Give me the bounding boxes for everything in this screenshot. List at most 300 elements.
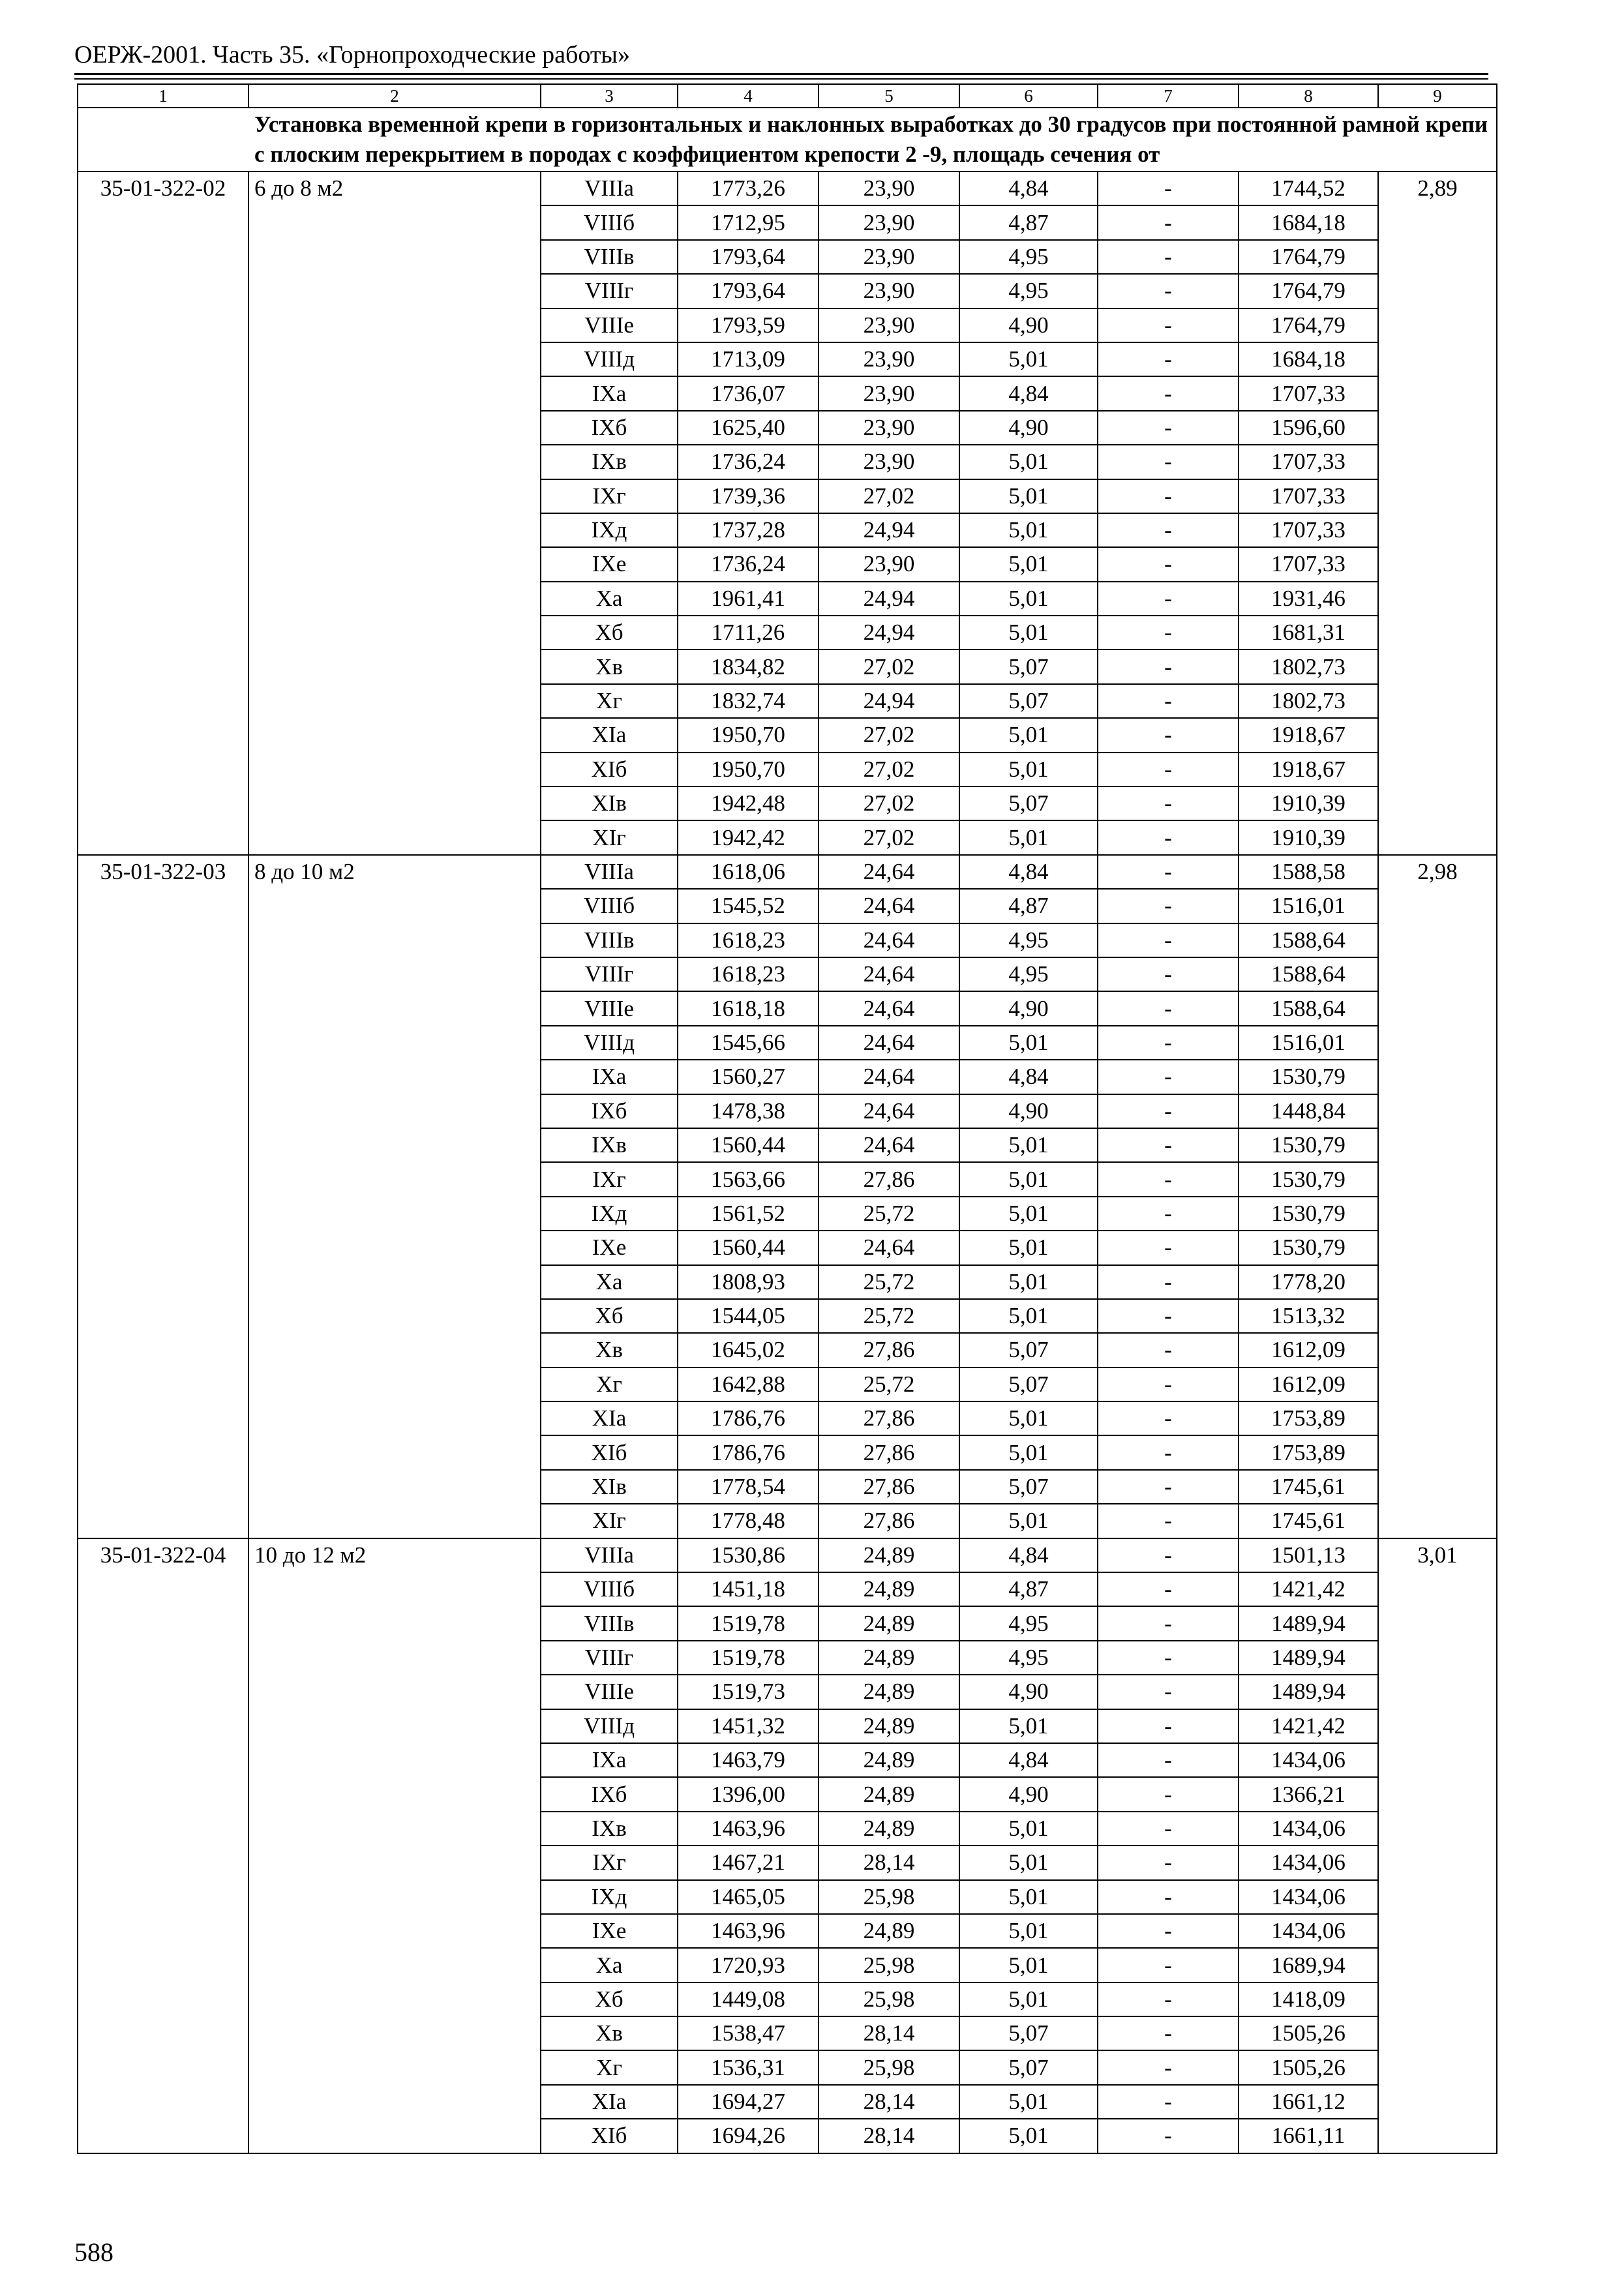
machine-cost: 5,01: [959, 1709, 1098, 1743]
labor-cost: 2,98: [1378, 855, 1497, 1538]
materials-cost: 1513,32: [1239, 1299, 1378, 1333]
machine-cost: 5,01: [959, 1265, 1098, 1299]
wages: 27,02: [819, 718, 959, 752]
materials-cost: 1802,73: [1239, 650, 1378, 683]
wages: 25,98: [819, 2050, 959, 2084]
machine-cost: 5,01: [959, 479, 1098, 513]
materials-cost: 1434,06: [1239, 1743, 1378, 1777]
materials-cost: 1931,46: [1239, 582, 1378, 616]
machine-cost: 5,07: [959, 650, 1098, 683]
cost-total: 1536,31: [678, 2050, 819, 2084]
machinist-wages: -: [1098, 1094, 1239, 1128]
machinist-wages: -: [1098, 1880, 1239, 1914]
machinist-wages: -: [1098, 411, 1239, 445]
machine-cost: 4,90: [959, 1777, 1098, 1811]
machinist-wages: -: [1098, 820, 1239, 854]
cost-total: 1538,47: [678, 2016, 819, 2050]
cost-total: 1478,38: [678, 1094, 819, 1128]
machinist-wages: -: [1098, 582, 1239, 616]
rock-category: XIб: [541, 1435, 678, 1469]
machine-cost: 5,01: [959, 820, 1098, 854]
machinist-wages: -: [1098, 240, 1239, 274]
machinist-wages: -: [1098, 205, 1239, 239]
cost-total: 1773,26: [678, 172, 819, 205]
materials-cost: 1516,01: [1239, 889, 1378, 923]
machinist-wages: -: [1098, 957, 1239, 991]
materials-cost: 1918,67: [1239, 753, 1378, 786]
wages: 27,86: [819, 1435, 959, 1469]
materials-cost: 1588,64: [1239, 957, 1378, 991]
cost-total: 1463,96: [678, 1812, 819, 1846]
cost-total: 1961,41: [678, 582, 819, 616]
cost-total: 1618,23: [678, 957, 819, 991]
materials-cost: 1764,79: [1239, 274, 1378, 308]
machine-cost: 5,07: [959, 1333, 1098, 1367]
wages: 27,86: [819, 1333, 959, 1367]
column-number: 4: [678, 84, 819, 108]
machinist-wages: -: [1098, 1675, 1239, 1709]
rock-category: XIв: [541, 786, 678, 820]
rock-category: Xa: [541, 1265, 678, 1299]
machinist-wages: -: [1098, 308, 1239, 342]
machinist-wages: -: [1098, 650, 1239, 683]
materials-cost: 1689,94: [1239, 1948, 1378, 1982]
machinist-wages: -: [1098, 1162, 1239, 1196]
machine-cost: 5,01: [959, 1948, 1098, 1982]
machine-cost: 5,01: [959, 1504, 1098, 1538]
cost-total: 1694,27: [678, 2085, 819, 2119]
wages: 27,02: [819, 753, 959, 786]
rock-category: IXе: [541, 547, 678, 581]
machinist-wages: -: [1098, 753, 1239, 786]
machinist-wages: -: [1098, 1606, 1239, 1640]
machinist-wages: -: [1098, 1709, 1239, 1743]
rock-category: VIIIд: [541, 342, 678, 376]
machinist-wages: -: [1098, 1265, 1239, 1299]
machinist-wages: -: [1098, 376, 1239, 410]
materials-cost: 1684,18: [1239, 342, 1378, 376]
wages: 24,89: [819, 1572, 959, 1606]
materials-cost: 1910,39: [1239, 820, 1378, 854]
cost-total: 1739,36: [678, 479, 819, 513]
cost-total: 1942,48: [678, 786, 819, 820]
machinist-wages: -: [1098, 889, 1239, 923]
wages: 27,02: [819, 820, 959, 854]
materials-cost: 1516,01: [1239, 1026, 1378, 1060]
rock-category: IXa: [541, 376, 678, 410]
cost-total: 1544,05: [678, 1299, 819, 1333]
machine-cost: 5,01: [959, 2119, 1098, 2153]
materials-cost: 1489,94: [1239, 1675, 1378, 1709]
materials-cost: 1778,20: [1239, 1265, 1378, 1299]
wages: 27,86: [819, 1401, 959, 1435]
table-row: [78, 855, 1497, 889]
materials-cost: 1661,12: [1239, 2085, 1378, 2119]
machinist-wages: -: [1098, 1572, 1239, 1606]
wages: 25,72: [819, 1299, 959, 1333]
rock-category: XIв: [541, 1470, 678, 1504]
materials-cost: 1764,79: [1239, 240, 1378, 274]
rock-category: IXa: [541, 1743, 678, 1777]
wages: 25,72: [819, 1265, 959, 1299]
cost-total: 1519,73: [678, 1675, 819, 1709]
table-row: [78, 172, 1497, 205]
materials-cost: 1501,13: [1239, 1538, 1378, 1572]
wages: 28,14: [819, 1846, 959, 1879]
machinist-wages: -: [1098, 616, 1239, 650]
cost-total: 1713,09: [678, 342, 819, 376]
wages: 25,98: [819, 1880, 959, 1914]
wages: 23,90: [819, 274, 959, 308]
rock-category: VIIIд: [541, 1026, 678, 1060]
rock-category: Xб: [541, 1982, 678, 2016]
machine-cost: 5,01: [959, 1812, 1098, 1846]
materials-cost: 1588,64: [1239, 923, 1378, 957]
materials-cost: 1366,21: [1239, 1777, 1378, 1811]
materials-cost: 1745,61: [1239, 1470, 1378, 1504]
machine-cost: 4,95: [959, 240, 1098, 274]
cost-total: 1834,82: [678, 650, 819, 683]
rock-category: VIIIa: [541, 1538, 678, 1572]
wages: 24,64: [819, 1128, 959, 1162]
machinist-wages: -: [1098, 1846, 1239, 1879]
machinist-wages: -: [1098, 855, 1239, 889]
materials-cost: 1421,42: [1239, 1572, 1378, 1606]
rock-category: VIIIд: [541, 1709, 678, 1743]
column-number: 2: [248, 84, 541, 108]
wages: 24,89: [819, 1709, 959, 1743]
wages: 25,72: [819, 1368, 959, 1401]
machine-cost: 4,87: [959, 205, 1098, 239]
rock-category: XIб: [541, 753, 678, 786]
wages: 23,90: [819, 205, 959, 239]
machinist-wages: -: [1098, 479, 1239, 513]
machinist-wages: -: [1098, 1231, 1239, 1264]
cost-total: 1618,18: [678, 991, 819, 1025]
cost-total: 1808,93: [678, 1265, 819, 1299]
rock-category: VIIIб: [541, 205, 678, 239]
cost-total: 1545,66: [678, 1026, 819, 1060]
rock-category: VIIIa: [541, 855, 678, 889]
machine-cost: 5,01: [959, 1880, 1098, 1914]
machinist-wages: -: [1098, 1504, 1239, 1538]
rock-category: IXб: [541, 411, 678, 445]
rock-category: VIIIе: [541, 308, 678, 342]
machine-cost: 5,01: [959, 1914, 1098, 1948]
machine-cost: 5,07: [959, 1368, 1098, 1401]
machinist-wages: -: [1098, 2119, 1239, 2153]
cost-total: 1560,44: [678, 1231, 819, 1264]
machine-cost: 5,01: [959, 718, 1098, 752]
rock-category: IXд: [541, 1197, 678, 1231]
materials-cost: 1764,79: [1239, 308, 1378, 342]
machine-cost: 5,01: [959, 616, 1098, 650]
machine-cost: 4,84: [959, 855, 1098, 889]
wages: 24,64: [819, 1060, 959, 1094]
rate-description: 6 до 8 м2: [248, 172, 541, 855]
materials-cost: 1530,79: [1239, 1231, 1378, 1264]
wages: 28,14: [819, 2119, 959, 2153]
materials-cost: 1707,33: [1239, 445, 1378, 479]
machine-cost: 4,90: [959, 991, 1098, 1025]
machine-cost: 5,07: [959, 684, 1098, 718]
rock-category: IXб: [541, 1094, 678, 1128]
wages: 25,98: [819, 1948, 959, 1982]
machine-cost: 4,95: [959, 1606, 1098, 1640]
materials-cost: 1744,52: [1239, 172, 1378, 205]
materials-cost: 1707,33: [1239, 547, 1378, 581]
cost-total: 1618,06: [678, 855, 819, 889]
wages: 27,86: [819, 1470, 959, 1504]
rate-code: 35-01-322-03: [78, 855, 248, 1538]
materials-cost: 1661,11: [1239, 2119, 1378, 2153]
rock-category: VIIIе: [541, 1675, 678, 1709]
materials-cost: 1684,18: [1239, 205, 1378, 239]
materials-cost: 1530,79: [1239, 1162, 1378, 1196]
machinist-wages: -: [1098, 274, 1239, 308]
section-title-row: [78, 108, 1497, 172]
wages: 24,89: [819, 1743, 959, 1777]
column-number-row: [78, 84, 1497, 108]
rock-category: Xг: [541, 2050, 678, 2084]
rock-category: VIIIб: [541, 889, 678, 923]
wages: 24,89: [819, 1777, 959, 1811]
machinist-wages: -: [1098, 1435, 1239, 1469]
machinist-wages: -: [1098, 1333, 1239, 1367]
machine-cost: 4,87: [959, 1572, 1098, 1606]
wages: 23,90: [819, 308, 959, 342]
materials-cost: 1612,09: [1239, 1368, 1378, 1401]
cost-total: 1711,26: [678, 616, 819, 650]
column-number: 1: [78, 84, 248, 108]
cost-total: 1465,05: [678, 1880, 819, 1914]
machinist-wages: -: [1098, 991, 1239, 1025]
wages: 24,64: [819, 991, 959, 1025]
machine-cost: 4,95: [959, 923, 1098, 957]
wages: 24,89: [819, 1538, 959, 1572]
machinist-wages: -: [1098, 1538, 1239, 1572]
machinist-wages: -: [1098, 2050, 1239, 2084]
wages: 24,64: [819, 1026, 959, 1060]
materials-cost: 1802,73: [1239, 684, 1378, 718]
wages: 24,64: [819, 889, 959, 923]
machine-cost: 5,07: [959, 2016, 1098, 2050]
wages: 24,89: [819, 1812, 959, 1846]
machinist-wages: -: [1098, 1470, 1239, 1504]
cost-total: 1451,18: [678, 1572, 819, 1606]
machine-cost: 4,84: [959, 1538, 1098, 1572]
cost-total: 1793,64: [678, 274, 819, 308]
materials-cost: 1612,09: [1239, 1333, 1378, 1367]
cost-total: 1449,08: [678, 1982, 819, 2016]
cost-total: 1530,86: [678, 1538, 819, 1572]
rock-category: Xa: [541, 1948, 678, 1982]
cost-total: 1463,96: [678, 1914, 819, 1948]
materials-cost: 1434,06: [1239, 1880, 1378, 1914]
rock-category: IXв: [541, 445, 678, 479]
wages: 24,64: [819, 855, 959, 889]
wages: 24,89: [819, 1914, 959, 1948]
machine-cost: 5,01: [959, 1231, 1098, 1264]
cost-total: 1793,64: [678, 240, 819, 274]
machine-cost: 5,01: [959, 582, 1098, 616]
materials-cost: 1707,33: [1239, 376, 1378, 410]
wages: 23,90: [819, 172, 959, 205]
machine-cost: 4,84: [959, 1060, 1098, 1094]
cost-total: 1618,23: [678, 923, 819, 957]
wages: 24,89: [819, 1606, 959, 1640]
rock-category: Xб: [541, 616, 678, 650]
labor-cost: 2,89: [1378, 172, 1497, 855]
column-number: 8: [1239, 84, 1378, 108]
materials-cost: 1681,31: [1239, 616, 1378, 650]
materials-cost: 1753,89: [1239, 1401, 1378, 1435]
wages: 27,02: [819, 479, 959, 513]
machinist-wages: -: [1098, 1812, 1239, 1846]
materials-cost: 1753,89: [1239, 1435, 1378, 1469]
cost-total: 1563,66: [678, 1162, 819, 1196]
machinist-wages: -: [1098, 1641, 1239, 1675]
rock-category: IXв: [541, 1812, 678, 1846]
wages: 23,90: [819, 411, 959, 445]
machine-cost: 5,01: [959, 342, 1098, 376]
wages: 23,90: [819, 376, 959, 410]
materials-cost: 1707,33: [1239, 513, 1378, 547]
machine-cost: 5,01: [959, 1197, 1098, 1231]
rock-category: VIIIг: [541, 274, 678, 308]
materials-cost: 1434,06: [1239, 1812, 1378, 1846]
wages: 24,94: [819, 684, 959, 718]
rock-category: Xa: [541, 582, 678, 616]
rate-description: 8 до 10 м2: [248, 855, 541, 1538]
rock-category: IXa: [541, 1060, 678, 1094]
rock-category: XIa: [541, 2085, 678, 2119]
cost-total: 1950,70: [678, 753, 819, 786]
machinist-wages: -: [1098, 1368, 1239, 1401]
cost-total: 1786,76: [678, 1401, 819, 1435]
machinist-wages: -: [1098, 1197, 1239, 1231]
rock-category: IXд: [541, 1880, 678, 1914]
machine-cost: 5,01: [959, 1299, 1098, 1333]
wages: 27,02: [819, 650, 959, 683]
rock-category: VIIIг: [541, 1641, 678, 1675]
cost-total: 1560,27: [678, 1060, 819, 1094]
rates-table: [77, 83, 1497, 2154]
wages: 23,90: [819, 240, 959, 274]
wages: 24,64: [819, 957, 959, 991]
machinist-wages: -: [1098, 342, 1239, 376]
machine-cost: 4,87: [959, 889, 1098, 923]
wages: 28,14: [819, 2016, 959, 2050]
rock-category: VIIIг: [541, 957, 678, 991]
materials-cost: 1489,94: [1239, 1606, 1378, 1640]
column-number: 3: [541, 84, 678, 108]
rock-category: IXе: [541, 1914, 678, 1948]
machinist-wages: -: [1098, 1948, 1239, 1982]
materials-cost: 1918,67: [1239, 718, 1378, 752]
machine-cost: 4,84: [959, 376, 1098, 410]
machine-cost: 5,01: [959, 753, 1098, 786]
page-number: 588: [74, 2237, 113, 2267]
rock-category: VIIIб: [541, 1572, 678, 1606]
materials-cost: 1588,58: [1239, 855, 1378, 889]
wages: 24,89: [819, 1641, 959, 1675]
column-number: 6: [959, 84, 1098, 108]
rock-category: IXб: [541, 1777, 678, 1811]
machinist-wages: -: [1098, 513, 1239, 547]
rock-category: XIг: [541, 1504, 678, 1538]
wages: 25,98: [819, 1982, 959, 2016]
column-number: 7: [1098, 84, 1239, 108]
machine-cost: 5,01: [959, 1982, 1098, 2016]
machine-cost: 4,84: [959, 1743, 1098, 1777]
machine-cost: 5,01: [959, 513, 1098, 547]
wages: 24,94: [819, 582, 959, 616]
rock-category: Xв: [541, 650, 678, 683]
table-row: [78, 1538, 1497, 1572]
cost-total: 1467,21: [678, 1846, 819, 1879]
cost-total: 1519,78: [678, 1641, 819, 1675]
cost-total: 1561,52: [678, 1197, 819, 1231]
section-title: Установка временной крепи в горизонтальных и наклонных выработках до 30 градусов при постоянной рамной крепи с плоским перекрытием в породах с коэффициентом крепости 2 -9, площадь сечения от: [78, 108, 1497, 172]
materials-cost: 1489,94: [1239, 1641, 1378, 1675]
machine-cost: 4,95: [959, 1641, 1098, 1675]
wages: 23,90: [819, 342, 959, 376]
materials-cost: 1434,06: [1239, 1914, 1378, 1948]
column-number: 9: [1378, 84, 1497, 108]
machinist-wages: -: [1098, 1982, 1239, 2016]
machine-cost: 5,01: [959, 1026, 1098, 1060]
cost-total: 1625,40: [678, 411, 819, 445]
wages: 24,64: [819, 1094, 959, 1128]
cost-total: 1720,93: [678, 1948, 819, 1982]
machinist-wages: -: [1098, 2016, 1239, 2050]
column-number: 5: [819, 84, 959, 108]
machine-cost: 5,01: [959, 1162, 1098, 1196]
rock-category: VIIIa: [541, 172, 678, 205]
materials-cost: 1421,42: [1239, 1709, 1378, 1743]
rock-category: VIIIв: [541, 923, 678, 957]
materials-cost: 1434,06: [1239, 1846, 1378, 1879]
cost-total: 1694,26: [678, 2119, 819, 2153]
header-rule: [74, 73, 1488, 75]
machine-cost: 4,90: [959, 1094, 1098, 1128]
cost-total: 1451,32: [678, 1709, 819, 1743]
rock-category: VIIIв: [541, 240, 678, 274]
rock-category: XIa: [541, 1401, 678, 1435]
machine-cost: 4,84: [959, 172, 1098, 205]
rock-category: IXг: [541, 479, 678, 513]
machine-cost: 5,01: [959, 1846, 1098, 1879]
machinist-wages: -: [1098, 718, 1239, 752]
rock-category: VIIIе: [541, 991, 678, 1025]
cost-total: 1942,42: [678, 820, 819, 854]
cost-total: 1832,74: [678, 684, 819, 718]
machine-cost: 4,90: [959, 308, 1098, 342]
machinist-wages: -: [1098, 2085, 1239, 2119]
rock-category: Xв: [541, 2016, 678, 2050]
machine-cost: 5,01: [959, 547, 1098, 581]
machinist-wages: -: [1098, 1128, 1239, 1162]
machinist-wages: -: [1098, 1401, 1239, 1435]
cost-total: 1736,07: [678, 376, 819, 410]
rock-category: XIa: [541, 718, 678, 752]
materials-cost: 1596,60: [1239, 411, 1378, 445]
rock-category: IXв: [541, 1128, 678, 1162]
header-rule: [74, 78, 1488, 80]
cost-total: 1645,02: [678, 1333, 819, 1367]
machine-cost: 5,01: [959, 1435, 1098, 1469]
